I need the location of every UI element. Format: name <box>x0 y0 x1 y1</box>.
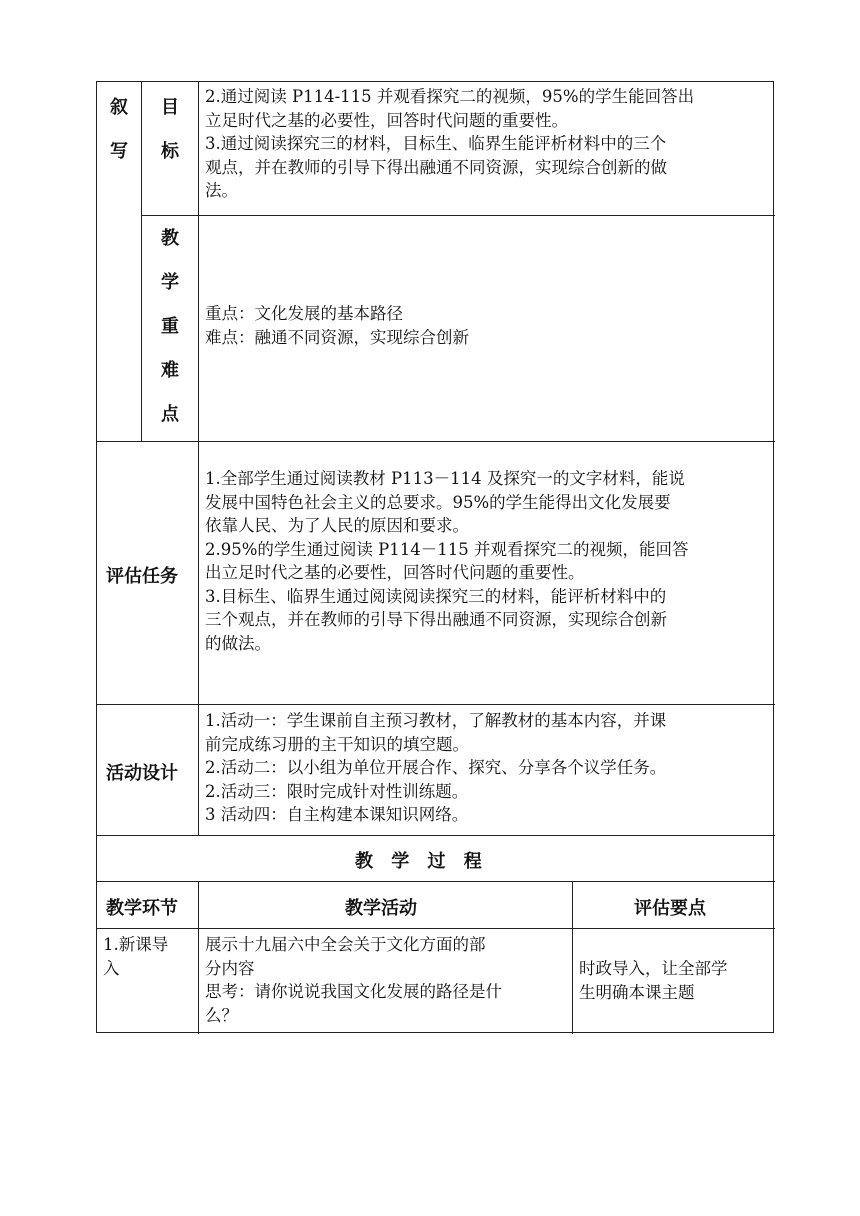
activity-detail-line: 思考：请你说说我国文化发展的路径是什 <box>205 982 502 1001</box>
header-stage-cell <box>97 881 198 928</box>
header-activity-cell <box>198 881 572 928</box>
key-points-char-5: 点 <box>161 404 179 425</box>
key-points-char-2: 学 <box>161 272 179 293</box>
assessment-point-cell <box>572 928 775 1034</box>
process-title: 教 学 过 程 <box>355 851 482 872</box>
activity-line: 3 活动四：自主构建本课知识网络。 <box>205 805 469 824</box>
header-stage: 教学环节 <box>106 898 178 919</box>
assessment-line: 出立足时代之基的必要性，回答时代问题的重要性。 <box>205 563 585 582</box>
activity-line: 前完成练习册的主干知识的填空题。 <box>205 734 469 754</box>
narrative-char-2: 写 <box>110 141 128 162</box>
key-points-char-3: 重 <box>161 316 179 337</box>
goals-text <box>205 85 694 203</box>
assessment-point-line: 生明确本课主题 <box>579 982 695 1002</box>
stage-line: 入 <box>103 958 120 978</box>
header-assessment-cell <box>572 881 775 928</box>
assessment-text <box>205 467 689 655</box>
stage-line: 1.新课导 <box>103 935 169 954</box>
stage-cell <box>97 928 198 1034</box>
goals-char-1: 目 <box>161 97 179 118</box>
assessment-line: 2.95%的学生通过阅读 P114－115 并观看探究二的视频，能回答 <box>205 539 689 559</box>
key-points-char-1: 教 <box>161 228 179 249</box>
activity-detail-text <box>205 933 502 1027</box>
activity-line: 2.活动三：限时完成针对性训练题。 <box>205 781 469 801</box>
key-points-text <box>205 302 469 349</box>
activity-line: 1.活动一：学生课前自主预习教材，了解教材的基本内容，并课 <box>205 711 667 730</box>
goals-line: 3.通过阅读探究三的材料，目标生、临界生能评析材料中的三个 <box>205 134 667 153</box>
assessment-label-cell <box>97 441 198 704</box>
assessment-line: 三个观点，并在教师的引导下得出融通不同资源，实现综合创新 <box>205 610 667 629</box>
goals-content-cell <box>198 82 775 215</box>
goals-line: 2.通过阅读 P114-115 并观看探究二的视频，95%的学生能回答出 <box>205 87 695 106</box>
lesson-plan-table <box>96 81 774 1033</box>
goals-char-2: 标 <box>161 141 179 162</box>
stage-text <box>103 933 168 980</box>
activity-detail-line: 展示十九届六中全会关于文化方面的部 <box>205 935 486 954</box>
process-title-cell <box>97 835 775 881</box>
activity-content-cell <box>198 704 775 835</box>
goals-line: 立足时代之基的必要性，回答时代问题的重要性。 <box>205 110 568 130</box>
header-assessment: 评估要点 <box>634 898 706 919</box>
goals-line: 法。 <box>205 181 238 200</box>
assessment-line: 依靠人民、为了人民的原因和要求。 <box>205 516 469 535</box>
assessment-line: 3.目标生、临界生通过阅读阅读探究三的材料，能评析材料中的 <box>205 586 667 606</box>
narrative-label-cell <box>97 82 141 441</box>
activity-line: 2.活动二：以小组为单位开展合作、探究、分享各个议学任务。 <box>205 758 667 777</box>
goals-line: 观点，并在教师的引导下得出融通不同资源，实现综合创新的做 <box>205 157 667 177</box>
activity-detail-line: 分内容 <box>205 958 255 978</box>
activity-text <box>205 709 666 827</box>
narrative-char-1: 叙 <box>110 97 128 118</box>
activity-detail-line: 么？ <box>205 1005 238 1025</box>
activity-detail-cell <box>198 928 572 1034</box>
assessment-line: 发展中国特色社会主义的总要求。95%的学生能得出文化发展要 <box>205 492 671 512</box>
difficulty-line: 难点：融通不同资源，实现综合创新 <box>205 327 469 347</box>
assessment-point-line: 时政导入，让全部学 <box>579 959 728 978</box>
assessment-content-cell <box>198 441 775 704</box>
goals-label-cell <box>141 82 198 215</box>
key-points-label-cell <box>141 215 198 441</box>
activity-label: 活动设计 <box>106 763 178 784</box>
key-points-char-4: 难 <box>161 360 179 381</box>
key-points-content-cell <box>198 215 775 441</box>
assessment-line: 的做法。 <box>205 633 271 653</box>
assessment-point-text <box>579 957 728 1004</box>
assessment-line: 1.全部学生通过阅读教材 P113－114 及探究一的文字材料，能说 <box>205 469 685 488</box>
header-activity: 教学活动 <box>345 898 417 919</box>
assessment-label: 评估任务 <box>106 566 178 587</box>
activity-label-cell <box>97 704 198 835</box>
key-point-line: 重点：文化发展的基本路径 <box>205 304 403 323</box>
